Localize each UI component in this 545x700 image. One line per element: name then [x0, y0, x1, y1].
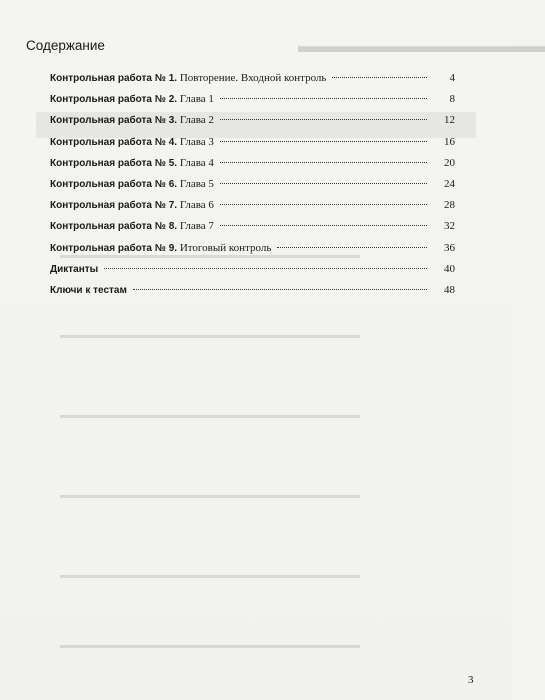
toc-leader-dots: [220, 224, 427, 226]
toc-entry[interactable]: [50, 283, 455, 304]
toc-leader-dots: [104, 267, 427, 269]
toc-entry-label: Контрольная работа № 2. Глава 1: [50, 93, 214, 106]
toc-page-number: 48: [444, 283, 455, 296]
toc-entry[interactable]: [50, 135, 455, 156]
toc-entry-label: Контрольная работа № 3. Глава 2: [50, 114, 214, 127]
bleed-through-text: ▬▬▬▬▬▬▬▬▬▬▬▬▬▬▬▬▬▬▬▬▬▬▬▬▬▬▬▬▬▬: [60, 410, 360, 421]
toc-leader-dots: [332, 76, 427, 78]
toc-entry[interactable]: [50, 156, 455, 177]
toc-entry-label: Контрольная работа № 9. Итоговый контроль: [50, 241, 272, 254]
toc-entry[interactable]: [50, 241, 455, 262]
toc-page-number: 16: [444, 135, 455, 148]
toc-entry[interactable]: [50, 198, 455, 219]
toc-entry[interactable]: [50, 262, 455, 283]
toc-entry-subtitle: Глава 2: [179, 114, 214, 127]
toc-entry-label: Контрольная работа № 4. Глава 3: [50, 135, 214, 148]
toc-entry-subtitle: Глава 4: [179, 156, 214, 169]
toc-entry[interactable]: [50, 219, 455, 240]
toc-entry-subtitle: Глава 3: [179, 135, 214, 148]
toc-entry-subtitle: Глава 7: [179, 220, 214, 233]
toc-entry-label: Контрольная работа № 7. Глава 6: [50, 199, 214, 212]
toc-entry-label: Контрольная работа № 8. Глава 7: [50, 220, 214, 233]
toc-page-number: 32: [444, 220, 455, 233]
toc-page-number: 24: [444, 177, 455, 190]
toc-entry-label: Ключи к тестам: [50, 284, 127, 296]
bleed-through-text: ▬▬▬▬▬▬▬▬▬▬▬▬▬▬▬▬▬▬▬▬▬▬▬▬▬▬▬▬▬▬: [60, 490, 360, 501]
toc-entry-subtitle: Повторение. Входной контроль: [179, 72, 327, 84]
toc-leader-dots: [220, 161, 427, 163]
toc-page-number: 36: [444, 241, 455, 254]
toc-page-number: 20: [444, 156, 455, 169]
toc-page-number: 4: [449, 72, 455, 84]
toc-title: Содержание: [26, 38, 105, 53]
toc-leader-dots: [220, 203, 427, 205]
toc-leader-dots: [133, 288, 427, 290]
toc-page-number: 40: [444, 262, 455, 275]
toc-entry-label: Контрольная работа № 5. Глава 4: [50, 156, 214, 169]
bleed-through-text: ▬▬▬▬▬▬▬▬▬▬▬▬▬▬▬▬▬▬▬▬▬▬▬▬▬▬▬▬▬▬: [60, 330, 360, 341]
bleed-through-text: ▬▬▬▬▬▬▬▬▬▬▬▬▬▬▬▬▬▬▬▬▬▬▬▬▬▬▬▬▬▬: [60, 250, 360, 261]
toc-entry[interactable]: [50, 113, 455, 134]
toc-leader-dots: [220, 118, 427, 120]
toc-page-number: 28: [444, 199, 455, 212]
toc-leader-dots: [277, 246, 427, 248]
bleed-through-text: ▬▬▬▬▬▬▬▬▬▬▬▬▬▬▬▬▬▬▬▬▬▬▬▬▬▬▬▬▬▬: [60, 570, 360, 581]
table-of-contents: [50, 71, 455, 304]
bleed-through-text: ▬▬▬▬▬▬▬▬▬▬▬▬▬▬▬▬▬▬▬▬▬▬▬▬▬▬▬▬▬▬: [60, 640, 360, 651]
toc-leader-dots: [220, 97, 427, 99]
toc-leader-dots: [220, 182, 427, 184]
toc-entry-label: Диктанты: [50, 263, 99, 275]
toc-entry-subtitle: Глава 5: [179, 177, 214, 190]
toc-entry[interactable]: [50, 92, 455, 113]
toc-entry-subtitle: Глава 6: [179, 199, 214, 212]
toc-page-number: 8: [449, 93, 455, 106]
toc-entry-subtitle: Глава 1: [179, 93, 214, 106]
toc-entry[interactable]: [50, 177, 455, 198]
toc-entry-label: Контрольная работа № 1. Повторение. Входной контроль: [50, 72, 327, 84]
toc-entry-label: Контрольная работа № 6. Глава 5: [50, 177, 214, 190]
toc-entry[interactable]: [50, 71, 455, 92]
page-number: 3: [468, 674, 474, 686]
bleed-through-heading: ▬▬▬▬▬▬▬▬▬▬▬▬▬: [298, 36, 545, 57]
toc-entry-subtitle: Итоговый контроль: [179, 241, 272, 254]
toc-leader-dots: [220, 140, 427, 142]
toc-page-number: 12: [444, 114, 455, 127]
